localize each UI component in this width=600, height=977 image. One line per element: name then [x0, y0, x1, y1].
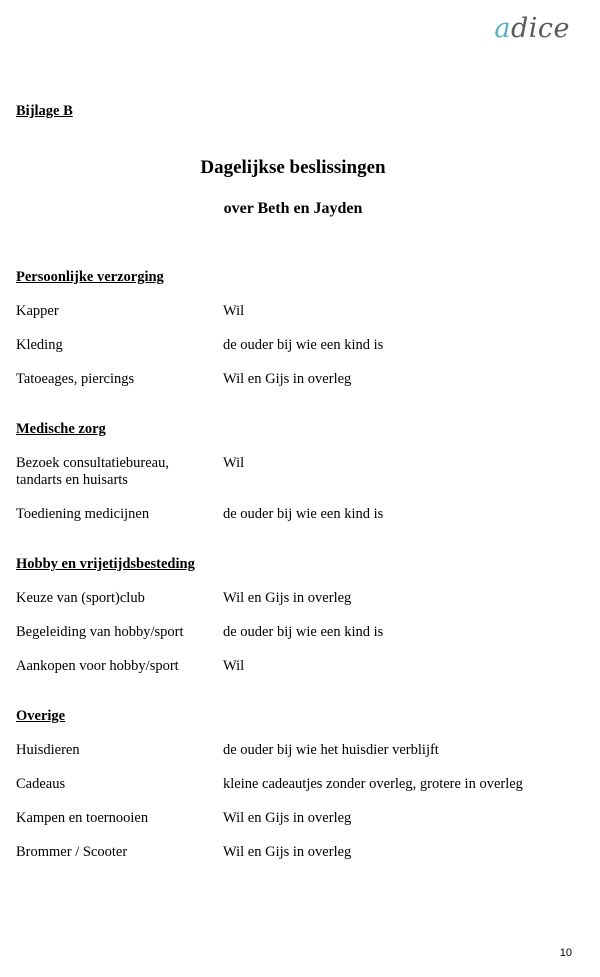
document-title: Dagelijkse beslissingen [200, 157, 386, 178]
decision-value: kleine cadeautjes zonder overleg, grotere in overleg [223, 776, 523, 792]
decision-value: Wil [223, 658, 245, 674]
decision-row [16, 844, 586, 861]
decision-row [16, 810, 586, 827]
section-heading: Overige [16, 708, 66, 724]
decision-row [16, 455, 586, 489]
decision-row [16, 506, 586, 523]
decision-label: Aankopen voor hobby/sport [16, 658, 179, 674]
decision-row [16, 303, 586, 320]
decision-label: Brommer / Scooter [16, 844, 128, 860]
decision-value: Wil en Gijs in overleg [223, 844, 352, 860]
decision-label: Huisdieren [16, 742, 80, 758]
decision-value: Wil [223, 303, 245, 319]
decision-value: de ouder bij wie een kind is [223, 337, 384, 353]
logo-text: dice [510, 13, 570, 44]
decision-value: de ouder bij wie een kind is [223, 624, 384, 640]
section-heading: Hobby en vrijetijdsbesteding [16, 556, 195, 572]
section-heading: Persoonlijke verzorging [16, 269, 164, 285]
decision-label: Cadeaus [16, 776, 66, 792]
section-hobby-leisure [16, 556, 586, 675]
decision-value: Wil en Gijs in overleg [223, 371, 352, 387]
decision-label: Kampen en toernooien [16, 810, 149, 826]
decision-value: Wil [223, 455, 245, 471]
decision-row [16, 337, 586, 354]
decision-row [16, 624, 586, 641]
decision-row [16, 371, 586, 388]
section-other [16, 708, 586, 861]
decision-row [16, 776, 586, 793]
section-heading: Medische zorg [16, 421, 106, 437]
decision-label: Kapper [16, 303, 59, 319]
decision-value: de ouder bij wie een kind is [223, 506, 384, 522]
adice-logo [494, 14, 570, 44]
decision-value: Wil en Gijs in overleg [223, 810, 352, 826]
section-personal-care [16, 269, 586, 388]
decision-label: Tatoeages, piercings [16, 371, 135, 387]
appendix-label: Bijlage B [16, 103, 73, 119]
page-number: 10 [559, 947, 572, 959]
decision-label: Toediening medicijnen [16, 506, 150, 522]
decision-label: Begeleiding van hobby/sport [16, 624, 184, 640]
decision-label: Kleding [16, 337, 63, 353]
decision-row [16, 590, 586, 607]
decision-label: Bezoek consultatiebureau, tandarts en huisarts [16, 455, 169, 488]
logo-accent-letter: a [494, 13, 511, 44]
decision-value: de ouder bij wie het huisdier verblijft [223, 742, 439, 758]
decision-row [16, 742, 586, 759]
section-medical-care [16, 421, 586, 523]
decision-label: Keuze van (sport)club [16, 590, 145, 606]
decision-value: Wil en Gijs in overleg [223, 590, 352, 606]
document-subtitle: over Beth en Jayden [223, 200, 363, 217]
decision-row [16, 658, 586, 675]
